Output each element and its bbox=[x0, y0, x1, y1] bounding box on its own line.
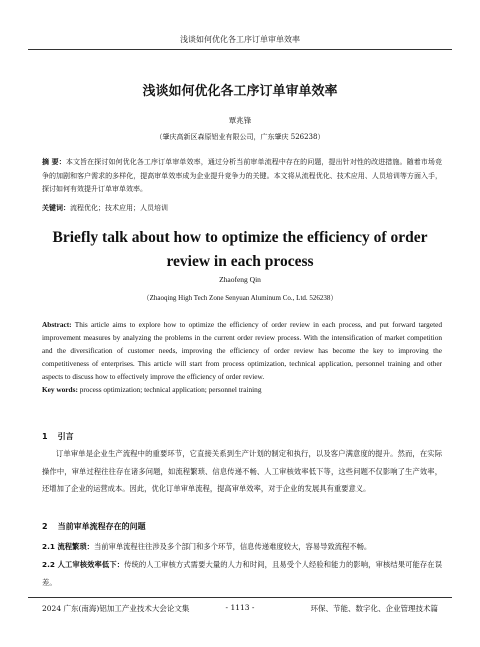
keywords-chinese-text: 流程优化；技术应用；人员培训 bbox=[70, 204, 168, 212]
keywords-chinese bbox=[42, 203, 442, 213]
title-english: Briefly talk about how to optimize the efficiency of order review in each process bbox=[52, 229, 428, 270]
section-1-number: 1 bbox=[42, 432, 48, 441]
subsection-2-2 bbox=[42, 556, 442, 591]
abstract-english bbox=[42, 318, 442, 383]
abstract-chinese bbox=[42, 156, 442, 197]
section-2-number: 2 bbox=[42, 522, 48, 531]
abstract-chinese-text: 本文旨在探讨如何优化各工序订单审单效率，通过分析当前审单流程中存在的问题，提出针对性的改进措施。随着市场竞争的加剧和客户需求的多样化，提高审单效率成为企业提升竞争力的关键。本文将从流程优化、技术应用、人员培训等方面入手，探讨如何有效提升订单审单效率。 bbox=[42, 158, 443, 193]
keywords-english-text: process optimization; technical application; personnel training bbox=[79, 385, 262, 394]
subsection-2-2-label: 2.2 人工审核效率低下： bbox=[42, 560, 125, 569]
page-number: - 1113 - bbox=[225, 603, 255, 612]
footer-proceedings: 2024 广东(南海)铝加工产业技术大会论文集 bbox=[42, 604, 190, 613]
affiliation-chinese: （肇庆高新区森原铝业有限公司，广东肇庆 526238） bbox=[155, 133, 325, 141]
subsection-2-1 bbox=[42, 538, 442, 556]
header-rule bbox=[28, 49, 452, 50]
section-2-heading bbox=[42, 521, 146, 532]
abstract-chinese-label: 摘 要： bbox=[42, 158, 66, 166]
keywords-chinese-label: 关键词： bbox=[42, 204, 70, 212]
title-chinese: 浅谈如何优化各工序订单审单效率 bbox=[142, 84, 338, 99]
subsection-2-1-label: 2.1 流程繁琐： bbox=[42, 542, 94, 551]
section-1-title: 引言 bbox=[57, 432, 74, 441]
running-header: 浅谈如何优化各工序订单审单效率 bbox=[180, 35, 300, 44]
abstract-english-label: Abstract: bbox=[42, 320, 72, 329]
keywords-english bbox=[42, 385, 442, 394]
affiliation-english: （Zhaoqing High Tech Zone Senyuan Aluminum Co., Ltd. 526238） bbox=[142, 294, 338, 302]
section-1-paragraph: 订单审单是企业生产流程中的重要环节，它直接关系到生产计划的制定和执行，以及客户满意度的提升。然而，在实际操作中，审单过程往往存在诸多问题，如流程繁琐、信息传递不畅、人工审核效率低下等，这些问题不仅影响了生产效率，还增加了企业的运营成本。因此，优化订单审单流程，提高审单效率，对于企业的发展具有重要意义。 bbox=[42, 449, 442, 493]
author-chinese: 覃兆锋 bbox=[228, 116, 252, 125]
footer-rule bbox=[28, 597, 452, 598]
section-1-heading bbox=[42, 431, 74, 442]
footer-section: 环保、节能、数字化、企业管理技术篇 bbox=[310, 604, 438, 613]
subsection-2-1-text: 当前审单流程往往涉及多个部门和多个环节，信息传递难度较大，容易导致流程不畅。 bbox=[93, 542, 372, 551]
author-english: Zhaofeng Qin bbox=[219, 275, 261, 284]
section-2-title: 当前审单流程存在的问题 bbox=[57, 522, 146, 531]
keywords-english-label: Key words: bbox=[42, 385, 78, 394]
subsection-2-2-text: 传统的人工审核方式需要大量的人力和时间，且易受个人经验和能力的影响，审核结果可能存在误差。 bbox=[42, 560, 443, 587]
abstract-english-text: This article aims to explore how to optimize the efficiency of order review in each process, and put forward targeted improvement measures by analyzing the problems in the current order review process. With the intensification of market competition and the diversification of customer needs, improving the efficiency of order review has become the key to improving the competitiveness of enterprises. This article will start from process optimization, technical application, personnel training and other aspects to discuss how to effectively improve the efficiency of order review. bbox=[42, 320, 442, 381]
